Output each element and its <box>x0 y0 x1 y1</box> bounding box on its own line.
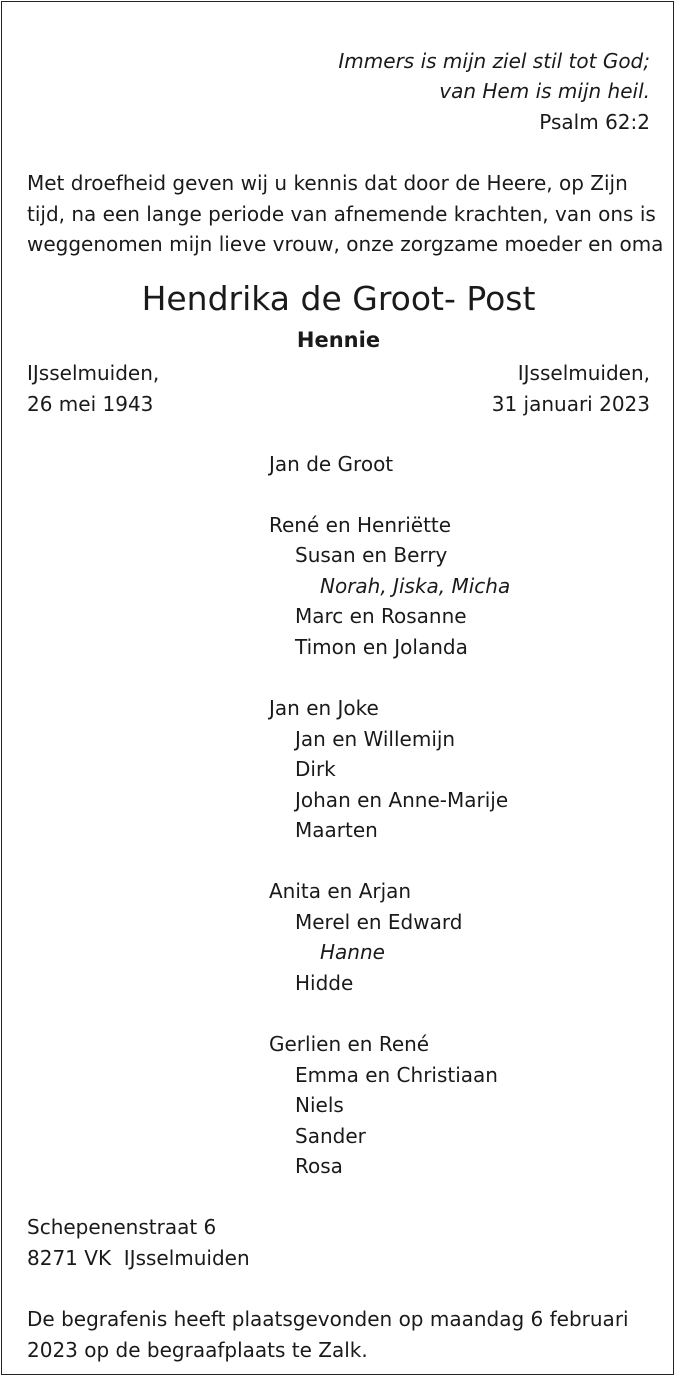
birth-place: IJsselmuiden, <box>27 361 160 385</box>
death-date: 31 januari 2023 <box>491 392 650 416</box>
funeral-line-2: 2023 op de begraafplaats te Zalk. <box>27 1338 368 1362</box>
deceased-nickname: Hennie <box>296 328 381 352</box>
family-member: Johan en Anne-Marije <box>295 788 509 812</box>
grandchildren: Hanne <box>320 940 385 964</box>
family-member: Timon en Jolanda <box>295 635 468 659</box>
quote-line-1: Immers is mijn ziel stil tot God; <box>338 49 650 73</box>
funeral-line-1: De begrafenis heeft plaatsgevonden op maandag 6 februari <box>27 1307 629 1331</box>
family-member: Maarten <box>295 818 378 842</box>
intro-line-1: Met droefheid geven wij u kennis dat door de Heere, op Zijn <box>27 171 628 195</box>
quote-line-2: van Hem is mijn heil. <box>439 79 650 103</box>
intro-line-3: weggenomen mijn lieve vrouw, onze zorgzame moeder en oma <box>27 232 664 256</box>
address-street: Schepenenstraat 6 <box>27 1215 217 1239</box>
husband: Jan de Groot <box>269 452 394 476</box>
family-member: Hidde <box>295 971 354 995</box>
family-group-4-head: Gerlien en René <box>269 1032 430 1056</box>
birth-date: 26 mei 1943 <box>27 392 154 416</box>
family-member: Susan en Berry <box>295 543 448 567</box>
family-member: Sander <box>295 1124 366 1148</box>
grandchildren: Norah, Jiska, Micha <box>320 574 511 598</box>
intro-line-2: tijd, na een lange periode van afnemende krachten, van ons is <box>27 202 656 226</box>
family-member: Dirk <box>295 757 336 781</box>
family-group-3-head: Anita en Arjan <box>269 879 412 903</box>
quote-reference: Psalm 62:2 <box>539 110 650 134</box>
address-city: 8271 VK IJsselmuiden <box>27 1246 250 1270</box>
deceased-name: Hendrika de Groot- Post <box>141 279 536 318</box>
family-group-1-head: René en Henriëtte <box>269 513 452 537</box>
family-member: Emma en Christiaan <box>295 1063 498 1087</box>
family-group-2-head: Jan en Joke <box>269 696 379 720</box>
death-place: IJsselmuiden, <box>517 361 650 385</box>
family-member: Merel en Edward <box>295 910 463 934</box>
family-member: Marc en Rosanne <box>295 604 467 628</box>
family-member: Niels <box>295 1093 344 1117</box>
family-member: Jan en Willemijn <box>295 727 456 751</box>
family-member: Rosa <box>295 1154 343 1178</box>
